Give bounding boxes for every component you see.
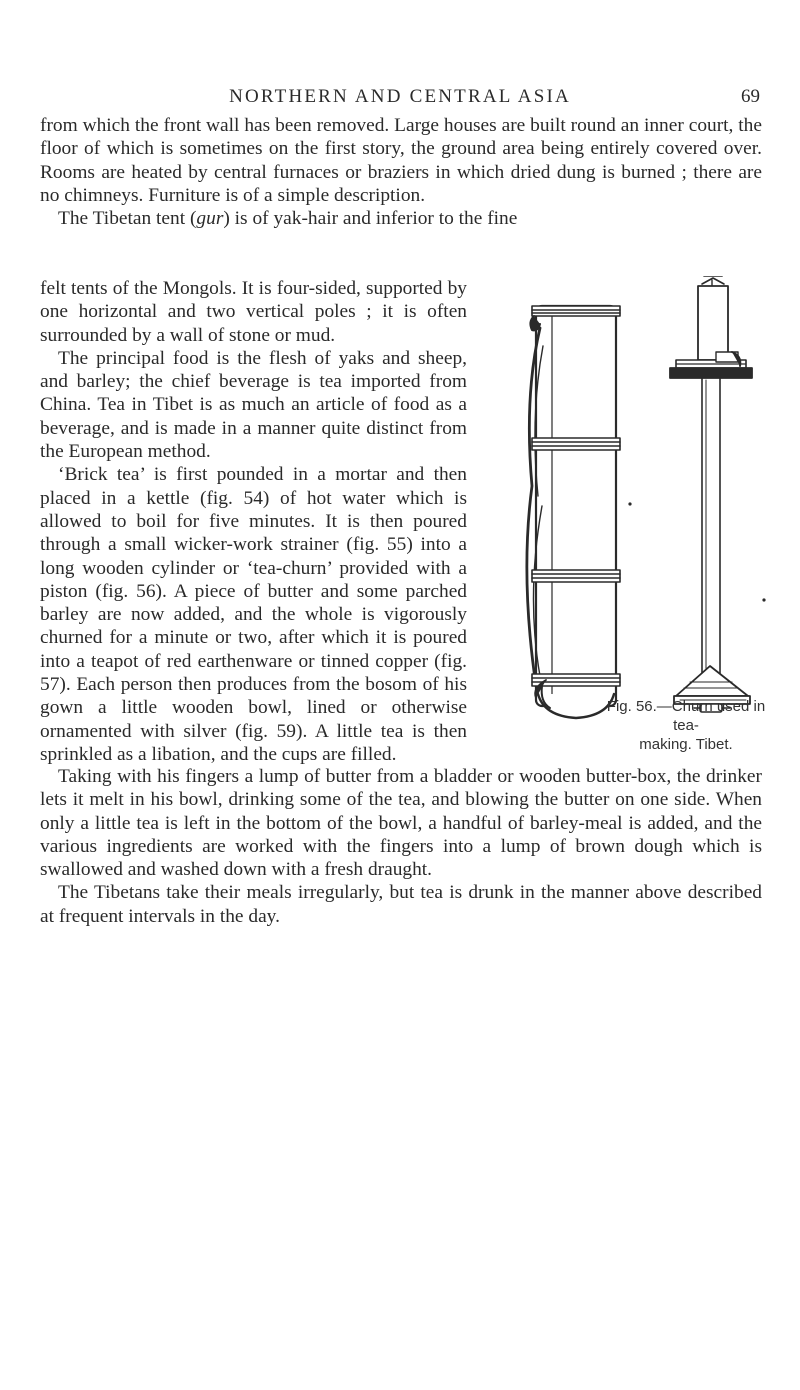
caption-line-1: Fig. 56.—Churn used in tea- (606, 698, 766, 734)
running-title: NORTHERN AND CENTRAL ASIA (229, 86, 571, 107)
paragraph-brick-tea: ‘Brick tea’ is first pounded in a mortar and then placed in a kettle (fig. 54) of hot water which is allowed to boil for five minutes. It is then poured through a small wicker-work strainer (fig. 55) into a long wooden cylinder or ‘tea-churn’ provided with a piston (fig. 56). A piece of butter and some parched barley are now added, and the whole is vigorously churned for a minute or two, after which it is poured into a teapot of red earthenware or tinned copper (fig. 57). Each person then produces from the bosom of his gown a little wooden bowl, lined or otherwise ornamented with silver (fig. 59). A little tea is then sprinkled as a libation, and the cups are filled. (40, 464, 467, 765)
text-block-beside-figure (40, 277, 467, 766)
caption-line-2: making. Tibet. (639, 736, 733, 753)
page-number: 69 (741, 86, 760, 107)
text-block-top (40, 114, 762, 230)
tent-text-start: The Tibetan tent ( (58, 208, 197, 230)
paragraph-tent-cont: felt tents of the Mongols. It is four-sided, supported by one horizontal and two vertical poles ; it is often surrounded by a wall of stone or mud. (40, 278, 467, 346)
paragraph-butter: Taking with his fingers a lump of butter from a bladder or wooden butter-box, the drinker lets it melt in his bowl, drinking some of the tea, and blowing the butter on one side. When only a little tea is left in the bottom of the bowl, a handful of barley-meal is added, and the various ingredients are worked with the fingers into a lump of brown dough which is swallowed and washed down with a fresh draught. (40, 766, 762, 881)
figure-tea-churn (480, 276, 770, 731)
text-block-bottom (40, 765, 762, 928)
running-head (0, 86, 800, 110)
figure-caption (596, 697, 776, 754)
paragraph-food: The principal food is the flesh of yaks and sheep, and barley; the chief beverage is tea imported from China. Tea in Tibet is as much an article of food as a beverage, and is made in a manner quite distinct from the European method. (40, 347, 467, 463)
tea-churn-illustration (480, 276, 770, 731)
paragraph-meals: The Tibetans take their meals irregularly, but tea is drunk in the manner above described at frequent intervals in the day. (40, 882, 762, 927)
paragraph-houses: from which the front wall has been removed. Large houses are built round an inner court, the floor of which is sometimes on the first story, the ground area being entirely covered over. Rooms are heated by central furnaces or braziers in which dried dung is burned ; there are no chimneys. Furniture is of a simple description. (40, 115, 762, 206)
paragraph-tent-intro (40, 207, 762, 230)
term-gur: gur (196, 208, 224, 230)
tent-text-rest: ) is of yak-hair and inferior to the fine (223, 208, 518, 230)
